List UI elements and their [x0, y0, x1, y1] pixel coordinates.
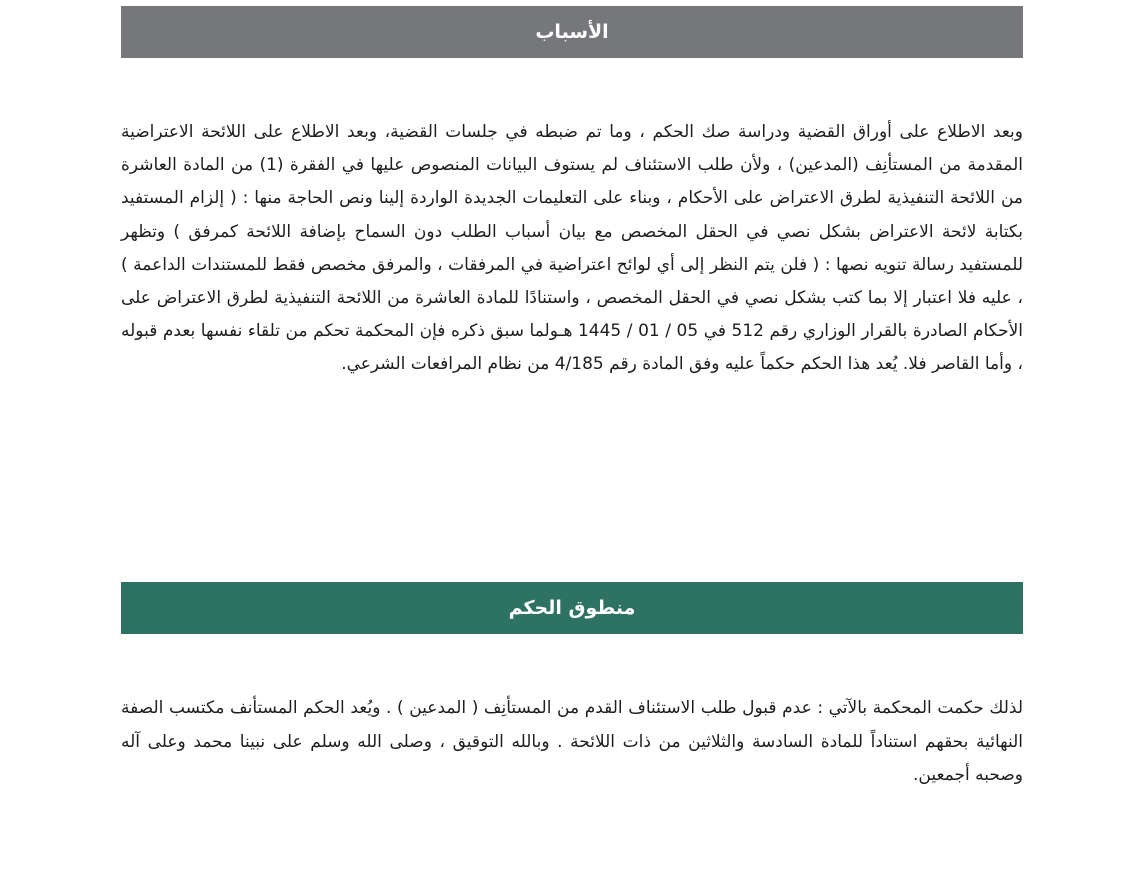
reasons-section-body: وبعد الاطلاع على أوراق القضية ودراسة صك الحكم ، وما تم ضبطه في جلسات القضية، وبعد الاطلاع على اللائحة الاعتراضية المقدمة من المستأنِف (المدعين) ، ولأن طلب الاستئناف لم يستوف البيانات المنصوص عليها في الفقرة (1) من المادة العاشرة من اللائحة التنفيذية لطرق الاعتراض على الأحكام ، وبناء على التعليمات الجديدة الواردة إلينا ونص الحاجة منها : ( إلزام المستفيد بكتابة لائحة الاعتراض بشكل نصي في الحقل المخصص مع بيان أسباب الطلب دون السماح بإضافة اللائحة كمرفق ) وتظهر للمستفيد رسالة تنويه نصها : ( فلن يتم النظر إلى أي لوائح اعتراضية في المرفقات ، والمرفق مخصص فقط للمستندات الداعمة ) ، عليه فلا اعتبار إلا بما كتب بشكل نصي في الحقل المخصص ، واستنادًا للمادة العاشرة من اللائحة التنفيذية لطرق الاعتراض على الأحكام الصادرة بالقرار الوزاري رقم 512 في 05 / 01 / 1445 هـولما سبق ذكره فإن المحكمة تحكم من تلقاء نفسها بعدم قبوله ، وأما القاصر فلا. يُعد هذا الحكم حكماً عليه وفق المادة رقم 4/185 من نظام المرافعات الشرعي. — [121, 122, 1023, 375]
verdict-section-body: لذلك حكمت المحكمة بالآتي : عدم قبول طلب الاستئناف القدم من المستأنِف ( المدعين ) . ويُعد الحكم المستأنف مكتسب الصفة النهائية بحقهم استناداً للمادة السادسة والثلاثين من ذات اللائحة . وبالله التوقيق ، وصلى الله وسلم على نبينا محمد وعلى آله وصحبه أجمعين. — [121, 698, 1023, 785]
verdict-section-title: منطوق الحكم — [508, 597, 636, 619]
verdict-section-header — [121, 582, 1023, 634]
reasons-section-title: الأسباب — [535, 21, 609, 43]
reasons-section-header — [121, 6, 1023, 58]
